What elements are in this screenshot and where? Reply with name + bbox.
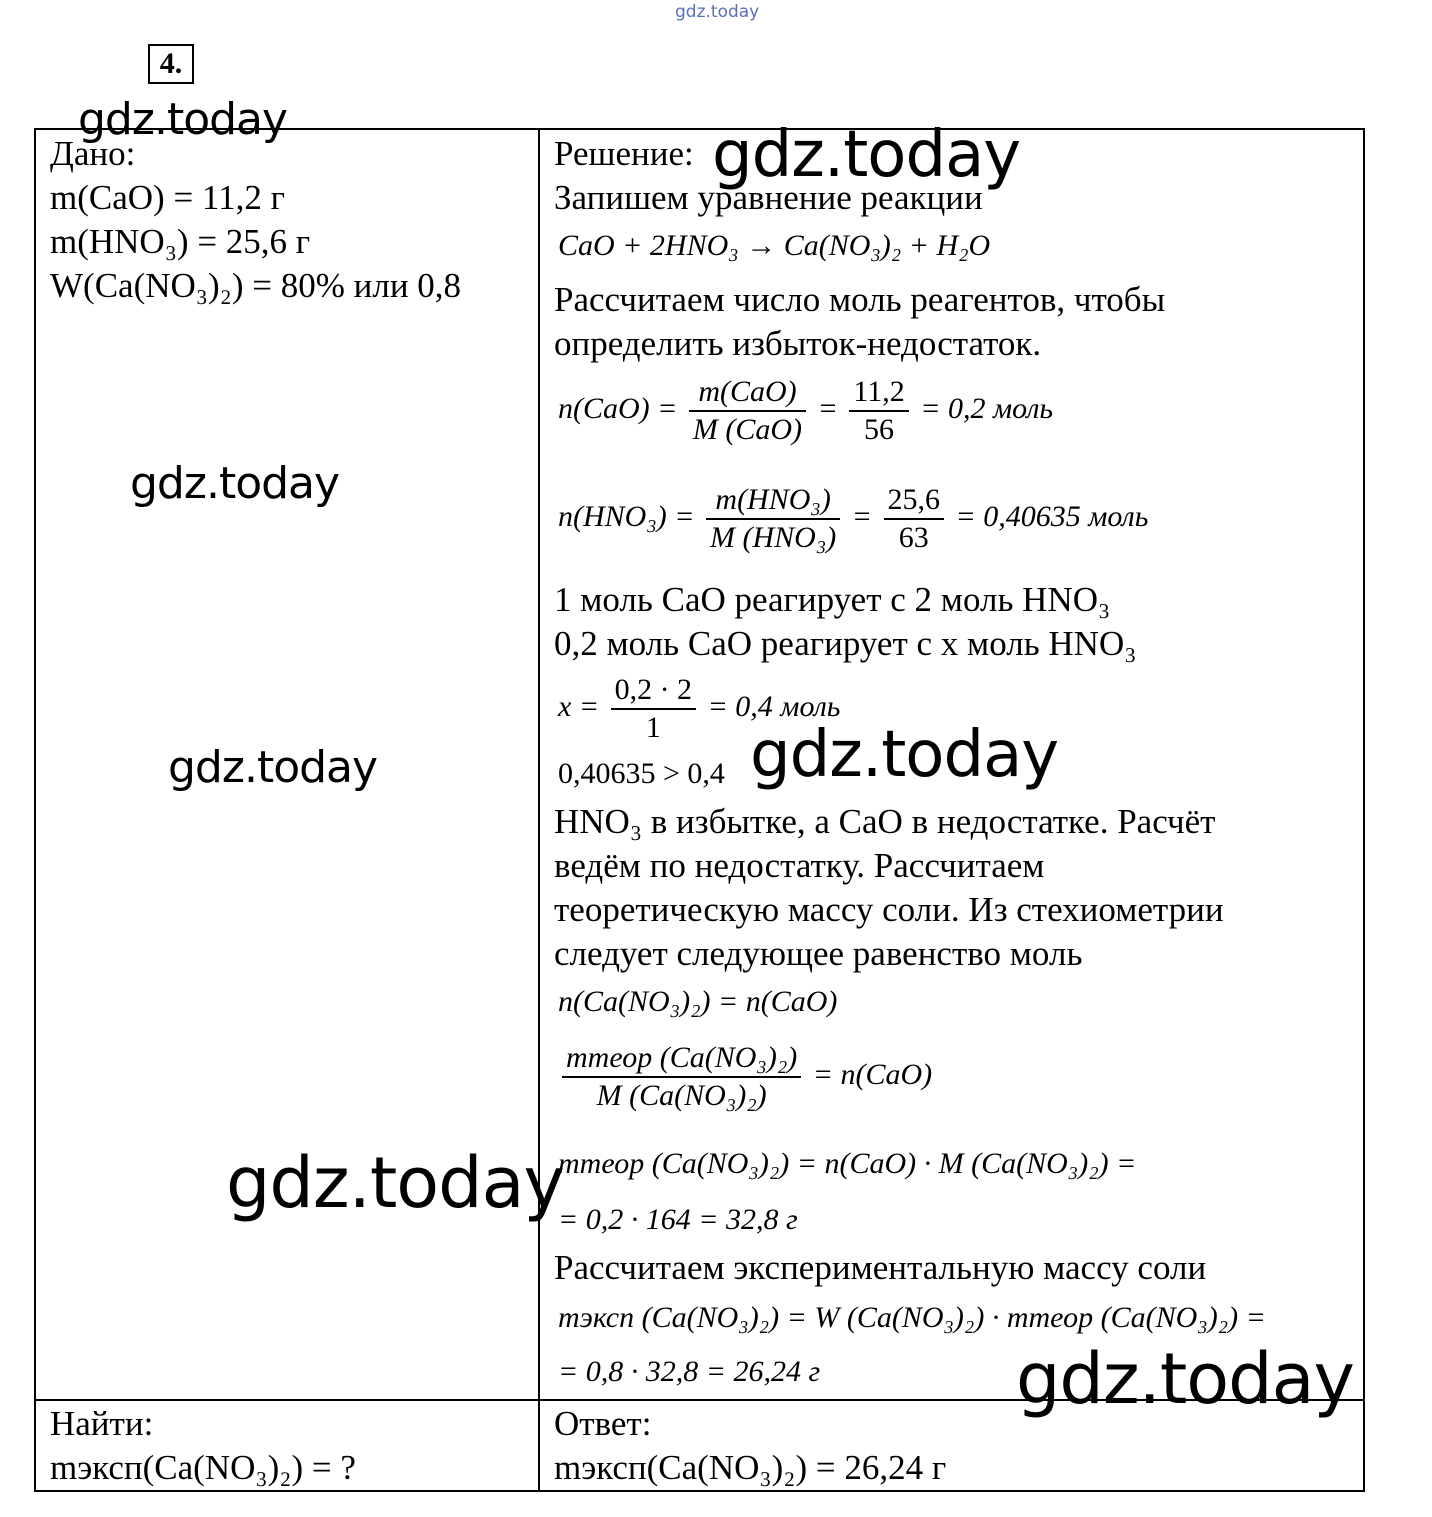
comparison: 0,40635 > 0,4 (558, 757, 725, 790)
x-result: = 0,4 моль (707, 689, 841, 723)
m-theor-fraction (562, 1040, 801, 1114)
solution-text-2b: определить избыток-недостаток. (554, 324, 1042, 363)
n-hno3-fraction-1 (706, 482, 840, 556)
task-number: 4. (148, 44, 194, 84)
watermark: gdz.today (78, 94, 288, 145)
top-watermark: gdz.today (675, 2, 760, 22)
x-fraction (611, 672, 697, 746)
n-hno3-eq: = (851, 499, 872, 533)
reaction-equation: CaO + 2HNO₃ → Ca(NO₃)₂ + H₂O (558, 229, 991, 262)
n-cao-fraction-2 (849, 374, 908, 448)
n-hno3-result: = 0,40635 моль (955, 499, 1149, 533)
x-num: 0,2 · 2 (611, 672, 697, 710)
n-hno3-fraction-2 (884, 482, 945, 556)
n-cao-fraction-1 (689, 374, 806, 448)
n-cao-eq: = (817, 391, 838, 425)
n-cao-num2: 11,2 (849, 374, 908, 412)
solution-text-3a: 1 моль CaO реагирует с 2 моль HNO₃ (554, 580, 1111, 619)
x-left: x = (558, 689, 600, 723)
solution-text-4c: теоретическую массу соли. Из стехиометрии (554, 890, 1224, 929)
answer-line: mэксп(Ca(NO₃)₂) = 26,24 г (554, 1448, 947, 1487)
formula-m-theor-ratio (558, 1040, 932, 1114)
formula-m-theor: mтеор (Ca(NO₃)₂) = n(CaO) · M (Ca(NO₃)₂) = (558, 1147, 1137, 1180)
m-theor-den: M (Ca(NO₃)₂) (596, 1079, 767, 1112)
formula-m-exp: mэксп (Ca(NO₃)₂) = W (Ca(NO₃)₂) · mтеор (Ca(NO₃)₂) = (558, 1301, 1266, 1334)
formula-n-hno3 (558, 482, 1148, 556)
table-divider-vertical (538, 128, 540, 1492)
watermark: gdz.today (712, 118, 1021, 192)
solution-text-2a: Рассчитаем число моль реагентов, чтобы (554, 280, 1166, 319)
n-hno3-left: n(HNO₃) = (558, 499, 695, 533)
solution-text-4d: следует следующее равенство моль (554, 934, 1083, 973)
answer-label: Ответ: (554, 1404, 652, 1443)
n-cao-left: n(CaO) = (558, 391, 678, 425)
formula-n-equality: n(Ca(NO₃)₂) = n(CaO) (558, 985, 838, 1018)
watermark: gdz.today (226, 1142, 564, 1224)
given-line-1: m(CaO) = 11,2 г (50, 178, 285, 217)
solution-text-4a: HNO₃ в избытке, а CaO в недостатке. Расчёт (554, 802, 1216, 841)
formula-n-cao (558, 374, 1053, 448)
formula-m-exp-value: = 0,8 · 32,8 = 26,24 г (558, 1355, 821, 1388)
n-cao-result: = 0,2 моль (920, 391, 1054, 425)
n-hno3-den: M (HNO₃) (710, 521, 837, 554)
formula-m-theor-value: = 0,2 · 164 = 32,8 г (558, 1203, 798, 1236)
n-cao-den: M (CaO) (692, 413, 803, 446)
given-label: Дано: (50, 134, 136, 173)
x-den: 1 (645, 711, 661, 744)
solution-text-reaction: Запишем уравнение реакции (554, 178, 983, 217)
given-line-3: W(Ca(NO₃)₂) = 80% или 0,8 (50, 266, 462, 305)
find-line: mэксп(Ca(NO₃)₂) = ? (50, 1448, 356, 1487)
watermark: gdz.today (750, 718, 1059, 792)
m-theor-num: mтеор (Ca(NO₃)₂) (562, 1040, 801, 1078)
watermark: gdz.today (130, 458, 340, 509)
n-hno3-num2: 25,6 (884, 482, 945, 520)
watermark: gdz.today (168, 742, 378, 793)
n-cao-den2: 56 (864, 413, 894, 446)
find-label: Найти: (50, 1404, 154, 1443)
solution-text-3b: 0,2 моль CaO реагирует с x моль HNO₃ (554, 624, 1137, 663)
n-hno3-num: m(HNO₃) (706, 482, 840, 520)
n-hno3-den2: 63 (898, 521, 929, 554)
solution-text-5: Рассчитаем экспериментальную массу соли (554, 1248, 1207, 1287)
watermark: gdz.today (1016, 1338, 1354, 1420)
n-cao-num: m(CaO) (689, 374, 806, 412)
m-theor-ratio-result: = n(CaO) (812, 1057, 933, 1091)
solution-text-4b: ведём по недостатку. Рассчитаем (554, 846, 1045, 885)
solution-label: Решение: (554, 134, 694, 173)
given-line-2: m(HNO₃) = 25,6 г (50, 222, 311, 261)
